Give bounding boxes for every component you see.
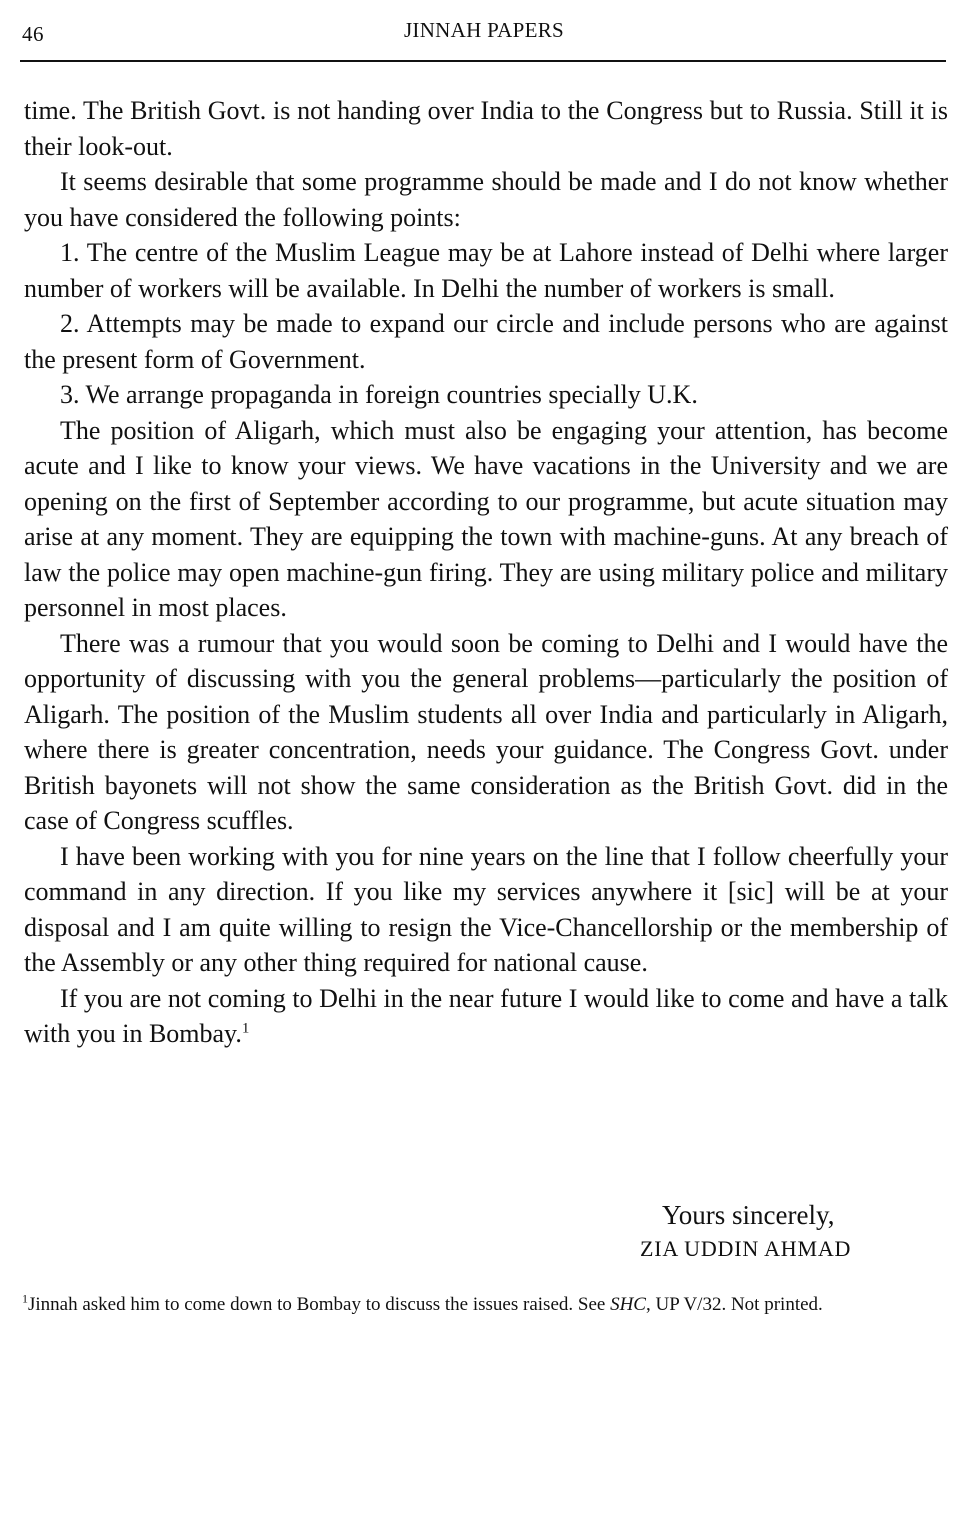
paragraph-aligarh: The position of Aligarh, which must also be engaging your attention, has become acute and I like to know your views. We have vacations in the University and we are opening on the first of September according to our programme, but acute situation may arise at any moment. They are equipping the town with machine-guns. At any breach of law the police may open machine-gun firing. They are using military police and military personnel in most places. [24, 415, 948, 622]
paragraph-programme: It seems desirable that some programme should be made and I do not know whether you have considered the following points: [24, 167, 948, 232]
paragraph-bombay [24, 981, 948, 1052]
list-item-expand-circle: 2. Attempts may be made to expand our circle and include persons who are against the present form of Government. [24, 309, 948, 374]
running-head: JINNAH PAPERS [403, 18, 565, 42]
header-rule [20, 60, 946, 62]
page-header [22, 12, 946, 62]
footnote-marker: 1 [22, 1291, 28, 1306]
paragraph-continuation: time. The British Govt. is not handing over India to the Congress but to Russia. Still it is their look-out. [24, 96, 948, 161]
footnote-reference: 1 [241, 1020, 250, 1037]
list-item-lahore: 1. The centre of the Muslim League may be at Lahore instead of Delhi where larger number of workers will be available. In Delhi the number of workers is small. [24, 238, 948, 303]
paragraph-bombay-text: If you are not coming to Delhi in the near future I would like to come and have a talk with you in Bombay. [24, 983, 948, 1048]
list-item-propaganda: 3. We arrange propaganda in foreign countries specially U.K. [60, 380, 698, 409]
closing-salutation: Yours sincerely, [662, 1200, 835, 1230]
footnote-paragraph [22, 1290, 952, 1319]
letter-body [24, 93, 948, 1052]
footnote-text-before: Jinnah asked him to come down to Bombay to discuss the issues raised. See [28, 1294, 611, 1315]
signer-name: ZIA UDDIN AHMAD [640, 1236, 852, 1261]
paragraph-rumour: There was a rumour that you would soon be coming to Delhi and I would have the opportunity of discussing with you the general problems—particularly the position of Aligarh. The position of the Muslim students all over India and particularly in Aligarh, where there is greater concentration, needs your guidance. The Congress Govt. under British bayonets will not show the same consideration as the British Govt. did in the case of Congress scuffles. [24, 628, 948, 835]
footnote-source: SHC [610, 1294, 646, 1315]
footnote [22, 1290, 952, 1319]
footnote-text-after: , UP V/32. Not printed. [645, 1294, 823, 1315]
paragraph-nine-years: I have been working with you for nine years on the line that I follow cheerfully your command in any direction. If you like my services anywhere it [sic] will be at your disposal and I am quite willing to resign the Vice-Chancellorship or the membership of the Assembly or any other thing required for national cause. [24, 841, 948, 977]
page-number: 46 [22, 22, 44, 46]
signature-block [640, 1198, 940, 1265]
